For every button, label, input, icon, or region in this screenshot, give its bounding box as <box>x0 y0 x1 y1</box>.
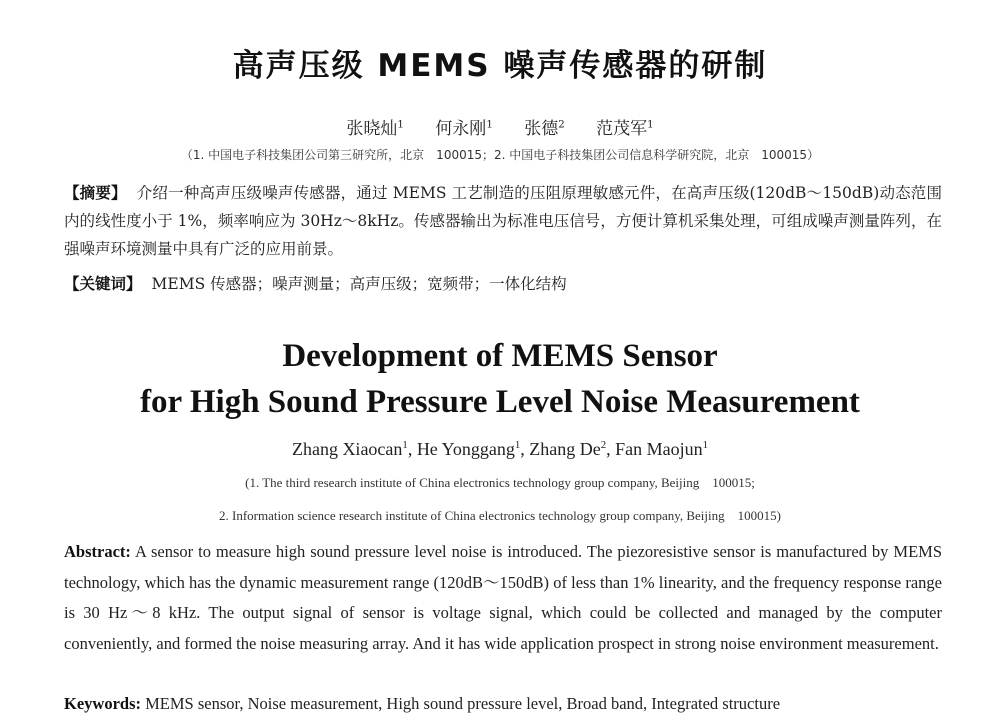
english-authors: Zhang Xiaocan$^1$, He Yonggang$^1$, Zhang De$^2$, Fan Maojun$^1$ <box>291 439 709 459</box>
english-author: Zhang Xiaocan$^1$ <box>291 439 408 459</box>
english-keywords-text: MEMS sensor, Noise measurement, High sound pressure level, Broad band, Integrated structure <box>145 694 781 713</box>
english-affiliation-1: (1. The third research institute of China electronics technology group company, Beijing 100015; <box>245 475 755 490</box>
chinese-affiliation: （1. 中国电子科技集团公司第三研究所，北京 100015；2. 中国电子科技集团公司信息科学研究院，北京 100015） <box>180 148 820 162</box>
chinese-title: 高声压级 MEMS 噪声传感器的研制 <box>232 48 768 84</box>
english-abstract-text: A sensor to measure high sound pressure level noise is introduced. The piezoresistive sensor is manufactured by MEMS technology, which has the dynamic measurement range (120dB～150dB) of less than 1% linearity, and the frequency response range is 30 Hz～8 kHz. The output signal of sensor is voltage signal, which could be collected and managed by the computer conveniently, and formed the noise measuring array. And it has wide application prospect in strong noise environment measurement. <box>64 542 943 653</box>
chinese-authors <box>0 114 1000 139</box>
english-keywords-label: Keywords: <box>64 694 141 713</box>
english-affiliation-2: 2. Information science research institute of China electronics technology group company, Beijing 100015) <box>219 508 781 523</box>
chinese-abstract <box>64 179 942 263</box>
chinese-author: 张晓灿$^1$ <box>346 119 404 139</box>
english-keywords <box>64 689 942 720</box>
chinese-abstract-text: 介绍一种高声压级噪声传感器，通过 MEMS 工艺制造的压阻原理敏感元件，在高声压级(120dB～150dB)动态范围内的线性度小于 1%，频率响应为 30Hz～8kHz。传感器输出为标准电压信号，方便计算机采集处理，可组成噪声测量阵列，在强噪声环境测量中具有广泛的应用前景。 <box>64 184 942 258</box>
chinese-author: 范茂军$^1$ <box>596 119 654 139</box>
english-author: He Yonggang$^1$ <box>416 439 521 459</box>
english-abstract-label: Abstract: <box>64 542 131 561</box>
chinese-abstract-label: 【摘要】 <box>64 184 127 202</box>
chinese-keywords-text: MEMS 传感器；噪声测量；高声压级；宽频带；一体化结构 <box>151 275 567 293</box>
chinese-author: 何永刚$^1$ <box>435 119 493 139</box>
english-title-line-1: Development of MEMS Sensor <box>282 338 718 374</box>
english-title <box>0 333 1000 425</box>
english-author: Zhang De$^2$ <box>529 439 607 459</box>
chinese-keywords-label: 【关键词】 <box>64 275 142 293</box>
english-author: Fan Maojun$^1$ <box>615 439 709 459</box>
chinese-author: 张德$^2$ <box>524 119 565 139</box>
chinese-keywords <box>64 270 942 298</box>
english-abstract <box>64 537 942 659</box>
english-title-line-2: for High Sound Pressure Level Noise Measurement <box>140 384 860 420</box>
